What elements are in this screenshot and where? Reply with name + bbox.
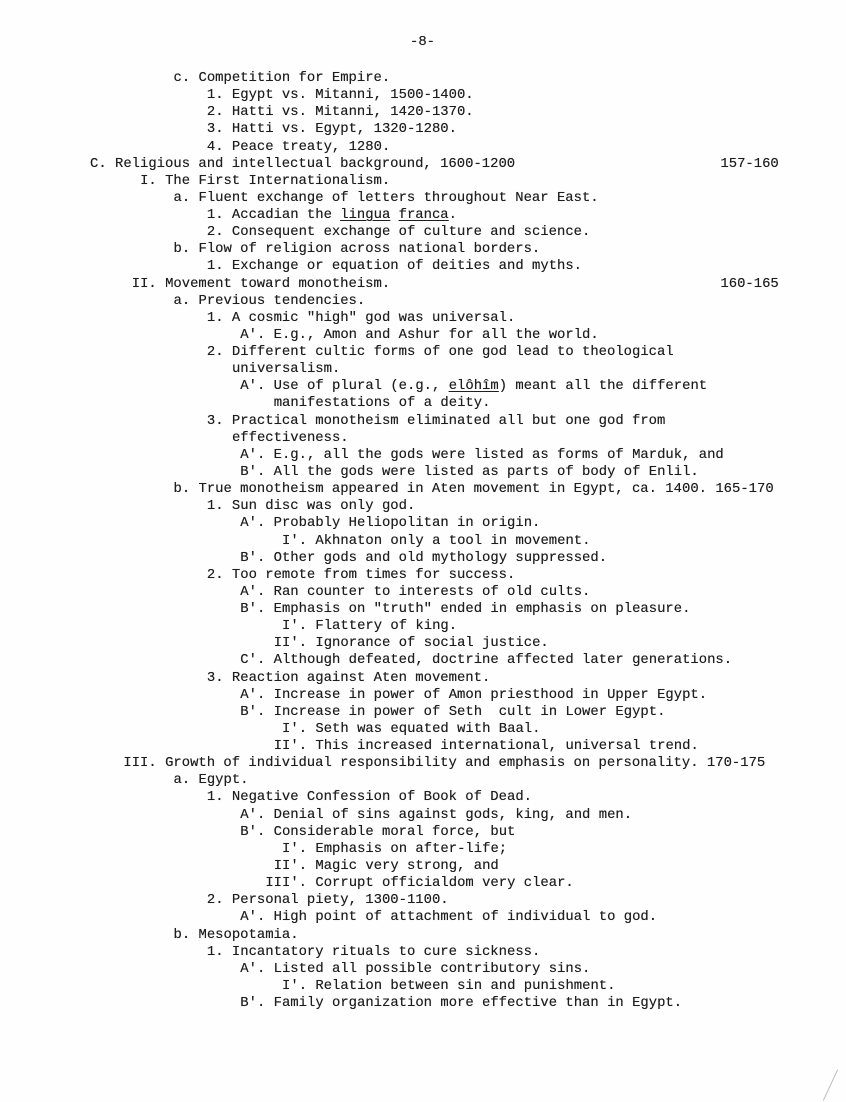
line-text: . [448, 207, 457, 224]
line-text: manifestations of a deity. [273, 395, 491, 412]
line-text: B'. Considerable moral force, but [240, 823, 516, 840]
outline-line [274, 395, 491, 412]
line-text: a. Fluent exchange of letters throughout Near East. [173, 189, 599, 206]
line-text: B'. Increase in power of Seth cult in Lower Egypt. [240, 703, 666, 720]
line-text: II'. This increased international, universal trend. [273, 738, 699, 755]
outline-line [232, 430, 349, 447]
outline-line [240, 652, 732, 669]
line-text: A'. Use of plural (e.g., [240, 378, 449, 395]
line-text: 2. Hatti vs. Mitanni, 1420-1370. [206, 104, 474, 121]
line-text: effectiveness. [231, 429, 349, 446]
outline-line [240, 995, 682, 1012]
line-text: ) meant all the different [498, 378, 708, 395]
outline-line [207, 104, 474, 121]
outline-line [240, 378, 707, 395]
outline-line [207, 224, 590, 241]
outline-line [207, 670, 490, 687]
line-text: b. Flow of religion across national borders. [173, 241, 541, 258]
line-text: a. Previous tendencies. [173, 292, 366, 309]
line-text: B'. All the gods were listed as parts of body of Enlil. [240, 463, 699, 480]
outline-line [282, 533, 590, 550]
pencil-mark [823, 1069, 838, 1100]
line-text: III. Growth of individual responsibility and emphasis on personality. [123, 755, 699, 772]
page-reference: 170-175 [706, 755, 766, 772]
line-text: 1. Exchange or equation of deities and myths. [206, 258, 582, 275]
line-text: A'. Ran counter to interests of old cults. [240, 583, 591, 600]
outline-line [90, 156, 515, 173]
outline-line [240, 961, 590, 978]
line-text: 1. Accadian the [206, 207, 341, 224]
outline-line [174, 190, 599, 207]
outline-line [207, 413, 665, 430]
line-text: 2. Different cultic forms of one god lead to theological [206, 344, 674, 361]
underlined-term: franca [398, 207, 449, 224]
line-text: A'. Listed all possible contributory sins. [240, 960, 591, 977]
line-text: A'. Increase in power of Amon priesthood in Upper Egypt. [240, 686, 708, 703]
outline-line [207, 139, 390, 156]
outline-line [240, 584, 590, 601]
line-text: 1. Incantatory rituals to cure sickness. [206, 943, 541, 960]
line-text: III'. Corrupt officialdom very clear. [265, 875, 574, 892]
line-text: 2. Personal piety, 1300-1100. [206, 892, 449, 909]
outline-line [240, 550, 607, 567]
outline-line [207, 789, 532, 806]
underlined-term: lingua [340, 207, 391, 224]
outline-line [174, 241, 541, 258]
outline-line [207, 892, 449, 909]
outline-line [282, 721, 540, 738]
line-text: c. Competition for Empire. [173, 70, 391, 86]
outline-line [207, 310, 515, 327]
line-text: universalism. [231, 361, 341, 378]
outline-line [174, 293, 366, 310]
line-text: II. Movement toward monotheism. [131, 275, 391, 292]
line-text: 3. Reaction against Aten movement. [206, 669, 491, 686]
line-text: I'. Flattery of king. [282, 618, 458, 635]
outline-line [240, 447, 723, 464]
line-text: II'. Magic very strong, and [273, 857, 499, 874]
page-reference: 165-170 [715, 481, 774, 498]
outline-line [140, 173, 390, 190]
line-text: I. The First Internationalism. [140, 172, 391, 189]
line-text: B'. Family organization more effective than in Egypt. [240, 995, 683, 1012]
outline-line [207, 567, 515, 584]
line-text: 3. Hatti vs. Egypt, 1320-1280. [206, 121, 457, 138]
page-reference: 160-165 [720, 275, 779, 292]
line-text [390, 207, 398, 223]
outline-line [174, 70, 391, 87]
outline-line [240, 687, 707, 704]
line-text: A'. Denial of sins against gods, king, and men. [240, 806, 633, 823]
line-text: I'. Relation between sin and punishment. [282, 977, 616, 994]
line-text: A'. Probably Heliopolitan in origin. [240, 515, 541, 532]
outline-line [282, 618, 457, 635]
outline-line [207, 121, 457, 138]
outline-line [282, 978, 615, 995]
outline-line [207, 944, 540, 961]
outline-line [274, 635, 549, 652]
outline-line [265, 875, 573, 892]
line-text: II'. Ignorance of social justice. [273, 635, 549, 652]
line-text: I'. Emphasis on after-life; [282, 840, 508, 857]
outline-line [174, 772, 249, 789]
outline-line [132, 276, 390, 293]
line-text: 2. Too remote from times for success. [206, 566, 516, 583]
line-text: I'. Akhnaton only a tool in movement. [282, 532, 591, 549]
line-text: 1. Negative Confession of Book of Dead. [206, 789, 532, 806]
page-reference: 157-160 [720, 155, 779, 172]
page-number: -8- [410, 34, 436, 50]
line-text: 1. Sun disc was only god. [206, 498, 416, 515]
line-text: 3. Practical monotheism eliminated all but one god from [206, 412, 666, 429]
outline-line [207, 207, 457, 224]
line-text: 4. Peace treaty, 1280. [206, 138, 391, 155]
line-text: A'. High point of attachment of individual to god. [240, 909, 658, 926]
outline-line [274, 858, 499, 875]
line-text: a. Egypt. [173, 772, 249, 789]
outline-line [207, 344, 674, 361]
outline-line [240, 824, 515, 841]
outline-line [207, 87, 474, 104]
outline-line [240, 464, 698, 481]
line-text: I'. Seth was equated with Baal. [282, 720, 541, 737]
outline-line [240, 515, 540, 532]
outline-line [240, 327, 598, 344]
line-text: B'. Emphasis on "truth" ended in emphasis on pleasure. [240, 601, 691, 618]
line-text: A'. E.g., Amon and Ashur for all the world. [240, 326, 599, 343]
outline-line [240, 601, 690, 618]
underlined-term: elôhîm [448, 378, 499, 395]
outline-line [174, 927, 299, 944]
outline-line [232, 361, 340, 378]
outline-line [240, 704, 665, 721]
line-text: B'. Other gods and old mythology suppressed. [240, 549, 608, 566]
line-text: b. Mesopotamia. [173, 926, 299, 943]
line-text: C'. Although defeated, doctrine affected later generations. [240, 652, 733, 669]
outline-line [240, 807, 632, 824]
outline-line [207, 258, 582, 275]
line-text: C. Religious and intellectual background, 1600-1200 [90, 155, 516, 172]
outline-line [274, 738, 699, 755]
outline-line [174, 481, 774, 498]
outline-line [240, 909, 657, 926]
line-text: 1. A cosmic "high" god was universal. [206, 309, 516, 326]
outline-line [207, 498, 415, 515]
outline-line [123, 755, 765, 772]
line-text: 1. Egypt vs. Mitanni, 1500-1400. [206, 87, 474, 104]
line-text: A'. E.g., all the gods were listed as forms of Marduk, and [240, 446, 724, 463]
outline-line [282, 841, 507, 858]
line-text: b. True monotheism appeared in Aten movement in Egypt, ca. 1400. [173, 481, 707, 498]
line-text: 2. Consequent exchange of culture and science. [206, 224, 591, 241]
